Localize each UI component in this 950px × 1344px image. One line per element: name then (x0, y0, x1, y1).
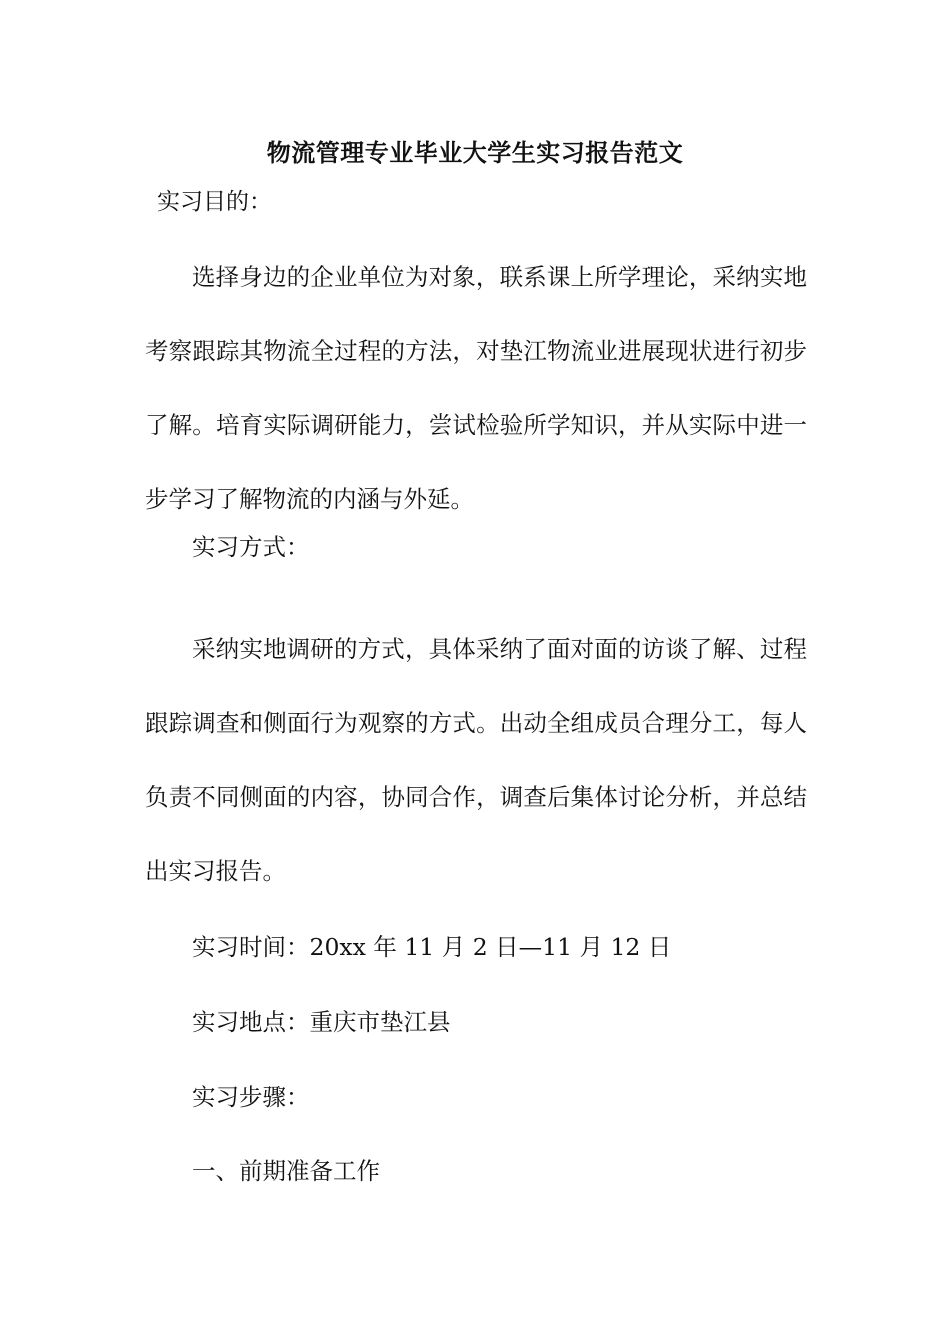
method-heading: 实习方式： (192, 533, 310, 561)
steps-heading: 实习步骤： (192, 1083, 310, 1111)
purpose-paragraph: 选择身边的企业单位为对象，联系课上所学理论，采纳实地考察跟踪其物流全过程的方法，对垫江物流业进展现状进行初步了解。培育实际调研能力，尝试检验所学知识，并从实际中进一步学习了解物流的内涵与外延。 (145, 263, 807, 513)
document-title: 物流管理专业毕业大学生实习报告范文 (266, 138, 684, 167)
place-line: 实习地点：重庆市垫江县 (192, 1008, 451, 1036)
purpose-heading: 实习目的： (157, 189, 272, 215)
time-line: 实习时间：20xx 年 11 月 2 日—11 月 12 日 (192, 933, 672, 961)
method-paragraph: 采纳实地调研的方式，具体采纳了面对面的访谈了解、过程跟踪调查和侧面行为观察的方式。出动全组成员合理分工，每人负责不同侧面的内容，协同合作，调查后集体讨论分析，并总结出实习报告。 (145, 635, 807, 885)
step-one-heading: 一、前期准备工作 (192, 1157, 380, 1185)
